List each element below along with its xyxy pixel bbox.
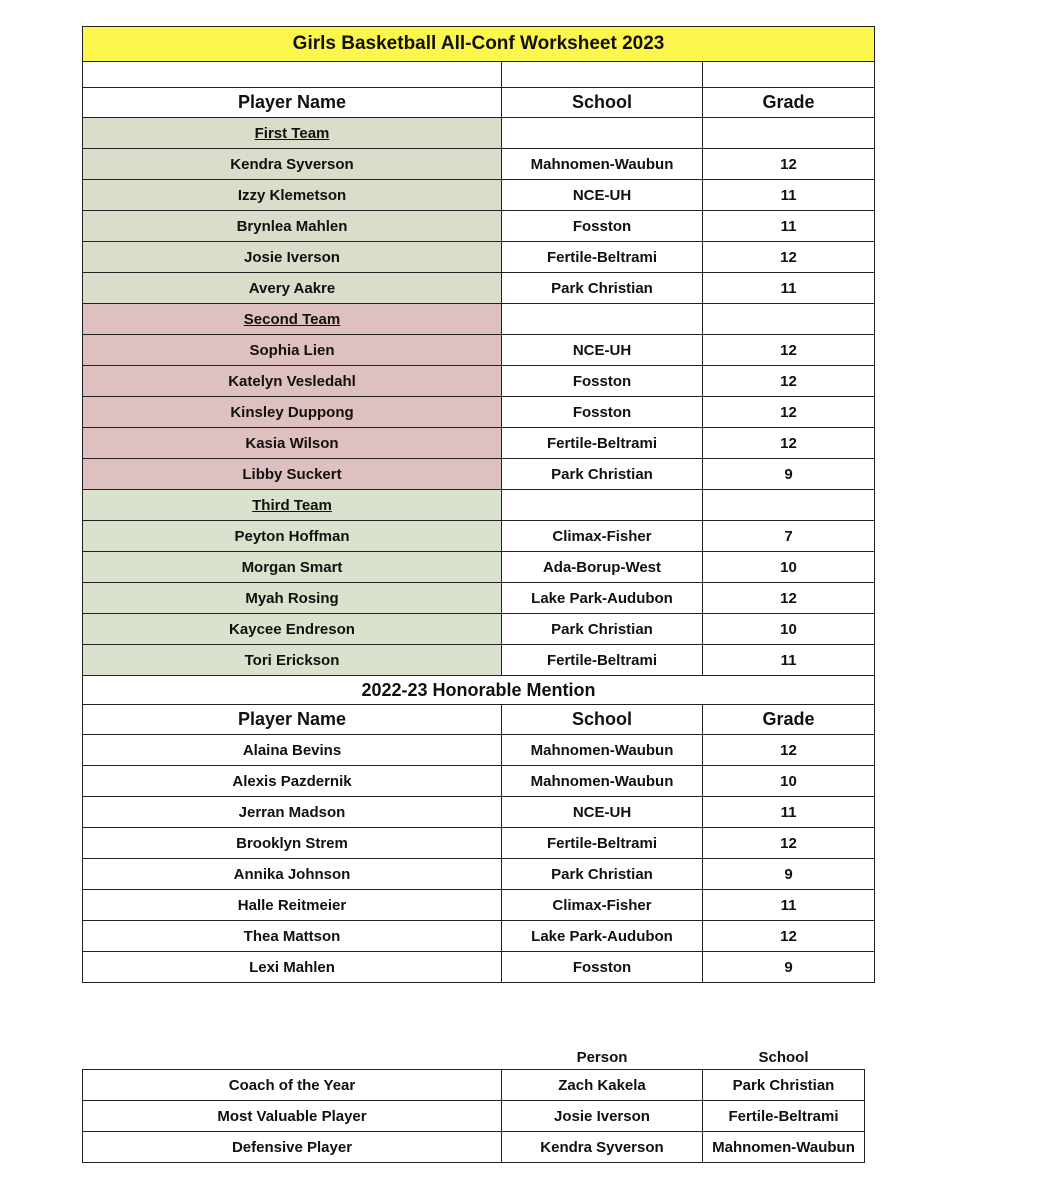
award-person: Zach Kakela (502, 1070, 703, 1101)
award-person: Josie Iverson (502, 1101, 703, 1132)
award-row (83, 1070, 865, 1101)
player-grade: 12 (703, 921, 875, 952)
player-school: Fertile-Beltrami (502, 242, 703, 273)
player-row (83, 335, 875, 366)
player-grade: 9 (703, 459, 875, 490)
player-school: Fosston (502, 952, 703, 983)
player-grade: 11 (703, 211, 875, 242)
team-section-row (83, 490, 875, 521)
honorable-mention-row (83, 859, 875, 890)
award-school: Park Christian (703, 1070, 865, 1101)
player-name: Kasia Wilson (83, 428, 502, 459)
team-label: Second Team (83, 304, 502, 335)
player-grade: 12 (703, 583, 875, 614)
honorable-mention-row (83, 797, 875, 828)
player-row (83, 459, 875, 490)
player-name: Jerran Madson (83, 797, 502, 828)
player-name: Tori Erickson (83, 645, 502, 676)
column-header-row (83, 88, 875, 118)
player-row (83, 428, 875, 459)
honorable-mention-title: 2022-23 Honorable Mention (83, 676, 875, 705)
player-school: Mahnomen-Waubun (502, 149, 703, 180)
player-name: Alaina Bevins (83, 735, 502, 766)
award-school-header: School (758, 1048, 809, 1066)
player-grade: 12 (703, 149, 875, 180)
player-name-header: Player Name (83, 88, 502, 118)
player-grade: 11 (703, 645, 875, 676)
empty-cell (502, 118, 703, 149)
player-row (83, 273, 875, 304)
player-row (83, 397, 875, 428)
player-school: Fosston (502, 397, 703, 428)
player-row (83, 645, 875, 676)
team-label: First Team (83, 118, 502, 149)
player-name: Kinsley Duppong (83, 397, 502, 428)
award-person: Kendra Syverson (502, 1132, 703, 1163)
player-grade: 7 (703, 521, 875, 552)
honorable-mention-row (83, 828, 875, 859)
player-grade: 11 (703, 273, 875, 304)
honorable-mention-row (83, 766, 875, 797)
player-name-header: Player Name (83, 705, 502, 735)
player-school: Park Christian (502, 273, 703, 304)
player-name: Kendra Syverson (83, 149, 502, 180)
awards-table (82, 1045, 865, 1163)
player-name: Brooklyn Strem (83, 828, 502, 859)
player-grade: 10 (703, 552, 875, 583)
player-school: Park Christian (502, 859, 703, 890)
player-name: Thea Mattson (83, 921, 502, 952)
player-name: Avery Aakre (83, 273, 502, 304)
player-grade: 12 (703, 335, 875, 366)
player-name: Kaycee Endreson (83, 614, 502, 645)
player-grade: 9 (703, 952, 875, 983)
awards-section (82, 1045, 864, 1163)
player-grade: 9 (703, 859, 875, 890)
empty-cell (502, 490, 703, 521)
player-name: Halle Reitmeier (83, 890, 502, 921)
player-grade: 11 (703, 180, 875, 211)
player-school: Fertile-Beltrami (502, 828, 703, 859)
player-name: Alexis Pazdernik (83, 766, 502, 797)
player-grade: 12 (703, 397, 875, 428)
empty-cell (703, 490, 875, 521)
player-row (83, 180, 875, 211)
award-name: Coach of the Year (83, 1070, 502, 1101)
player-school: Park Christian (502, 614, 703, 645)
player-grade: 11 (703, 890, 875, 921)
player-grade: 12 (703, 828, 875, 859)
player-row (83, 211, 875, 242)
player-name: Katelyn Vesledahl (83, 366, 502, 397)
player-name: Brynlea Mahlen (83, 211, 502, 242)
player-grade: 10 (703, 614, 875, 645)
player-name: Peyton Hoffman (83, 521, 502, 552)
player-grade: 11 (703, 797, 875, 828)
player-row (83, 552, 875, 583)
player-row (83, 614, 875, 645)
honorable-mention-title-row (83, 676, 875, 705)
honorable-mention-row (83, 952, 875, 983)
worksheet (82, 26, 874, 983)
award-name: Defensive Player (83, 1132, 502, 1163)
player-school: Fertile-Beltrami (502, 428, 703, 459)
honorable-mention-row (83, 890, 875, 921)
award-school: Mahnomen-Waubun (703, 1132, 865, 1163)
grade-header: Grade (703, 705, 875, 735)
all-conference-table (82, 26, 875, 983)
grade-header: Grade (703, 88, 875, 118)
player-school: Lake Park-Audubon (502, 921, 703, 952)
player-school: NCE-UH (502, 180, 703, 211)
player-row (83, 366, 875, 397)
person-header: Person (576, 1048, 628, 1066)
player-grade: 12 (703, 242, 875, 273)
player-school: Ada-Borup-West (502, 552, 703, 583)
team-section-row (83, 118, 875, 149)
blank-row (83, 62, 875, 88)
empty-cell (502, 304, 703, 335)
player-school: NCE-UH (502, 797, 703, 828)
award-school: Fertile-Beltrami (703, 1101, 865, 1132)
worksheet-title: Girls Basketball All-Conf Worksheet 2023 (83, 27, 875, 62)
honorable-mention-row (83, 735, 875, 766)
awards-header-row (83, 1045, 865, 1070)
player-school: Fosston (502, 211, 703, 242)
player-school: Climax-Fisher (502, 521, 703, 552)
team-label: Third Team (83, 490, 502, 521)
team-section-row (83, 304, 875, 335)
player-name: Izzy Klemetson (83, 180, 502, 211)
player-row (83, 242, 875, 273)
player-name: Myah Rosing (83, 583, 502, 614)
player-name: Libby Suckert (83, 459, 502, 490)
player-name: Lexi Mahlen (83, 952, 502, 983)
empty-cell (703, 304, 875, 335)
award-row (83, 1132, 865, 1163)
player-school: Mahnomen-Waubun (502, 735, 703, 766)
title-row (83, 27, 875, 62)
player-grade: 12 (703, 428, 875, 459)
player-grade: 12 (703, 735, 875, 766)
player-name: Sophia Lien (83, 335, 502, 366)
player-row (83, 583, 875, 614)
player-name: Morgan Smart (83, 552, 502, 583)
player-school: Climax-Fisher (502, 890, 703, 921)
player-grade: 10 (703, 766, 875, 797)
honorable-mention-header-row (83, 705, 875, 735)
honorable-mention-row (83, 921, 875, 952)
award-name: Most Valuable Player (83, 1101, 502, 1132)
school-header: School (502, 88, 703, 118)
player-grade: 12 (703, 366, 875, 397)
empty-cell (703, 118, 875, 149)
school-header: School (502, 705, 703, 735)
player-row (83, 149, 875, 180)
player-school: Lake Park-Audubon (502, 583, 703, 614)
player-school: Fertile-Beltrami (502, 645, 703, 676)
player-school: Fosston (502, 366, 703, 397)
player-name: Annika Johnson (83, 859, 502, 890)
player-school: Park Christian (502, 459, 703, 490)
player-row (83, 521, 875, 552)
award-row (83, 1101, 865, 1132)
player-school: NCE-UH (502, 335, 703, 366)
player-school: Mahnomen-Waubun (502, 766, 703, 797)
player-name: Josie Iverson (83, 242, 502, 273)
